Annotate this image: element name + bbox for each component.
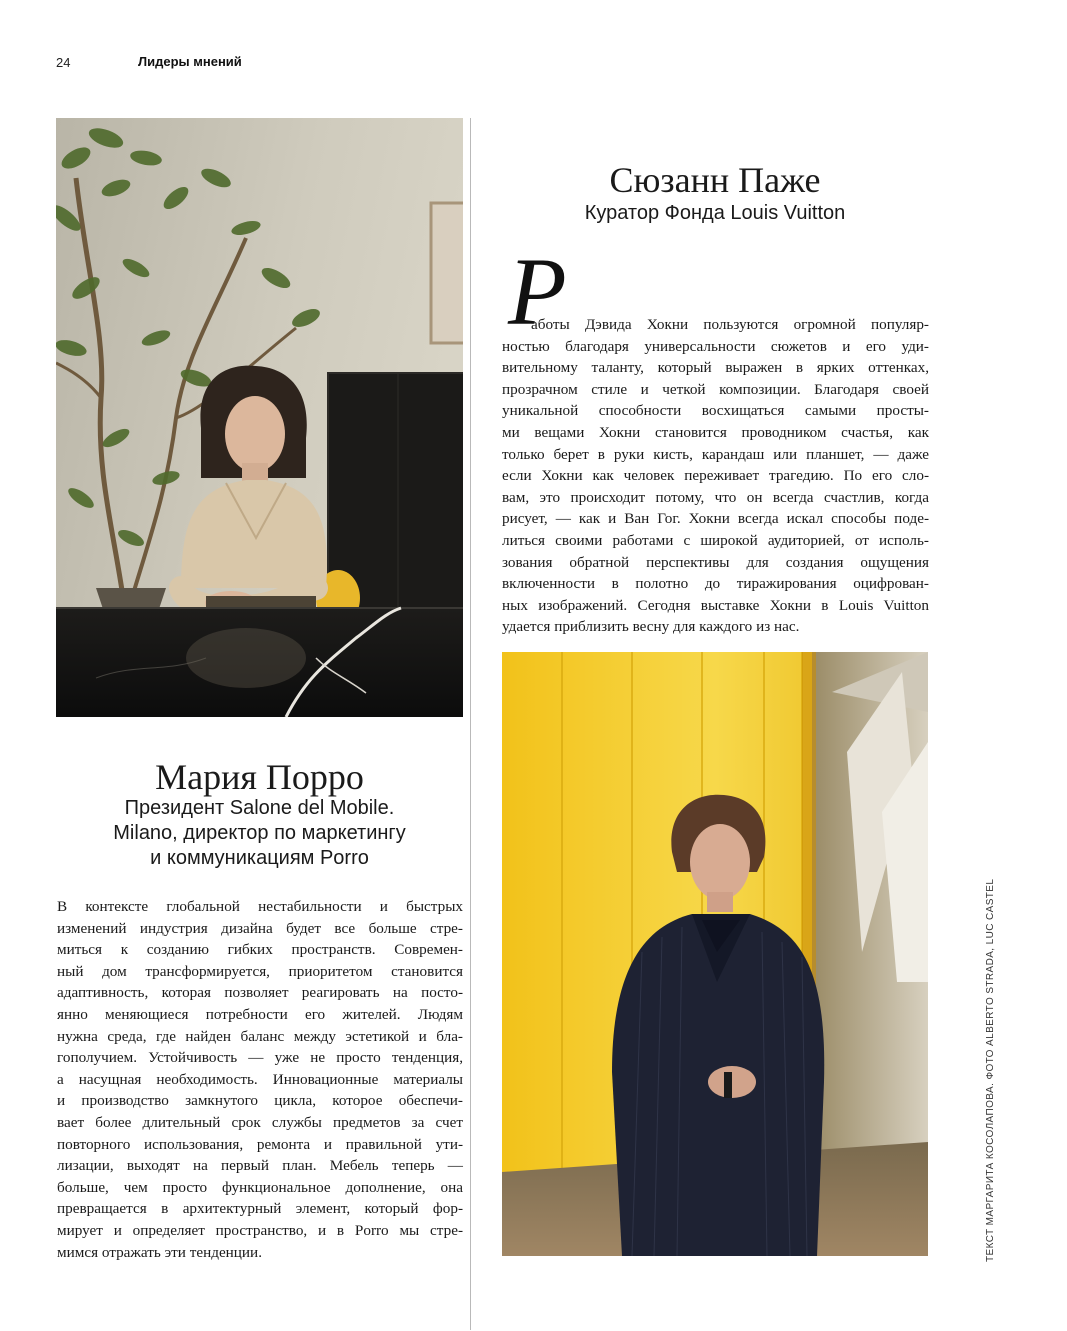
text-line: нужна среда, где найден баланс между эстетикой и бла- bbox=[57, 1027, 463, 1045]
text-line: ностью благодаря универсальности сюжетов и его уди- bbox=[502, 337, 929, 355]
text-line: миться к созданию гибких пространств. Современ- bbox=[57, 941, 463, 959]
text-line: литься своими работами с широкой аудиторией, от исполь- bbox=[502, 531, 929, 549]
text-line: ный дом трансформируется, приоритетом становится bbox=[57, 962, 463, 980]
maria-role-line: Milano, директор по маркетингу bbox=[113, 822, 406, 844]
maria-role-line: и коммуникациям Porro bbox=[150, 847, 369, 869]
text-line: В контексте глобальной нестабильности и быстрых bbox=[57, 898, 463, 915]
text-line: превращается в архитектурный элемент, который фор- bbox=[57, 1200, 463, 1218]
text-line: удается приблизить весну для каждого из нас. bbox=[502, 618, 800, 636]
text-line: адаптивность, которая позволяет реагировать на посто- bbox=[57, 984, 463, 1002]
maria-name: Мария Порро bbox=[155, 757, 364, 797]
text-line: ных изображений. Сегодня выставке Хокни в Louis Vuitton bbox=[502, 596, 929, 614]
photo-susanne-page bbox=[502, 652, 928, 1256]
text-line: вает более длительный срок службы предметов за счет bbox=[57, 1113, 463, 1131]
text-line: прозрачном стиле и четкой композиции. Благодаря своей bbox=[502, 380, 929, 398]
column-divider bbox=[470, 118, 471, 1330]
text-line: только берет в руки кисть, карандаш или планшет, — даже bbox=[502, 445, 929, 463]
text-line: включенности в полотно до тиражирования оцифрован- bbox=[502, 575, 929, 593]
photo-credit: ТЕКСТ МАРГАРИТА КОСОЛАПОВА. ФОТО ALBERTO STRADA, LUC CASTEL bbox=[985, 878, 996, 1262]
text-line: мирует и определяет пространство, и в Porro мы стре- bbox=[57, 1221, 463, 1239]
page-number: 24 bbox=[56, 55, 71, 70]
text-line: а насущная необходимость. Инновационные материалы bbox=[57, 1070, 463, 1088]
susanne-role: Куратор Фонда Louis Vuitton bbox=[584, 202, 846, 224]
text-line: гополучием. Устойчивость — уже не просто тенденция, bbox=[57, 1049, 463, 1067]
photo-maria-porro bbox=[56, 118, 463, 717]
susanne-article-text bbox=[502, 314, 929, 638]
text-line: если Хокни как человек переживает трагедию. По его сло- bbox=[502, 467, 929, 485]
text-line: зования обратной перспективы для создания ощущения bbox=[502, 553, 929, 571]
text-line: повторного использования, ремонта и правильной ути- bbox=[57, 1135, 463, 1153]
text-line: аботы Дэвида Хокни пользуются огромной популяр- bbox=[531, 316, 929, 333]
text-line: вам, это происходит потому, что он всегда счастлив, когда bbox=[502, 488, 929, 506]
section-title: Лидеры мнений bbox=[138, 54, 242, 69]
text-line: лизации, выходят на первый план. Мебель теперь — bbox=[57, 1157, 463, 1175]
text-line: больше, чем просто функциональное дополнение, она bbox=[57, 1178, 463, 1196]
text-line: мимся отражать эти тенденции. bbox=[57, 1243, 262, 1261]
maria-role bbox=[56, 796, 463, 871]
text-line: ми вещами Хокни становится проводником счастья, как bbox=[502, 423, 929, 441]
maria-role-line: Президент Salone del Mobile. bbox=[124, 797, 395, 819]
maria-article-text bbox=[57, 896, 463, 1263]
susanne-name: Сюзанн Паже bbox=[609, 160, 821, 200]
text-line: янно меняющиеся потребности его жителей. Людям bbox=[57, 1005, 463, 1023]
text-line: изменений индустрия дизайна будет все больше стре- bbox=[57, 919, 463, 937]
text-line: и производство замкнутого цикла, которое обеспечи- bbox=[57, 1092, 463, 1110]
text-line: рисует, — как и Ван Гог. Хокни всегда искал способы поде- bbox=[502, 510, 929, 528]
drop-cap: Р bbox=[508, 238, 567, 345]
text-line: вительному таланту, который выражен в ярких оттенках, bbox=[502, 359, 929, 377]
text-line: уникальной способности восхищаться самыми просты- bbox=[502, 402, 929, 420]
